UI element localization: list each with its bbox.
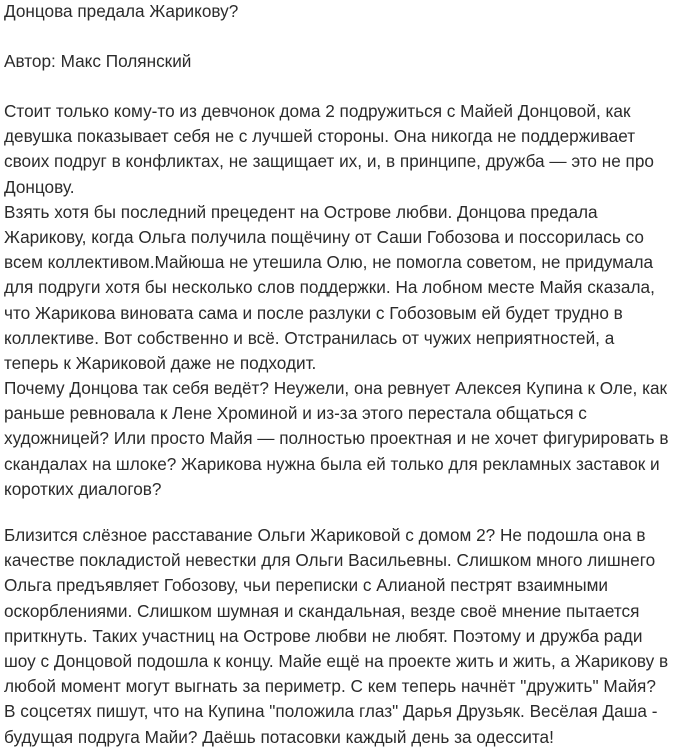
text-line: Почему Донцова так себя ведёт? Неужели, она ревнует Алексея Купина к Оле, как: [4, 378, 668, 399]
text-line: коротких диалогов?: [4, 478, 162, 499]
text-line: будущая подруга Майи? Даёшь потасовки каждый день за одессита!: [4, 726, 554, 747]
text-line: для подруги хотя бы несколько слов поддержки. На лобном месте Майя сказала,: [4, 277, 655, 298]
text-line: скандалах на шлоке? Жарикова нужна была ей только для рекламных заставок и: [4, 453, 660, 474]
text-line: Донцову.: [4, 176, 75, 197]
article-author: Автор: Макс Полянский: [4, 51, 192, 71]
text-line: теперь к Жариковой даже не подходит.: [4, 352, 317, 373]
text-line: Взять хотя бы последний прецедент на Острове любви. Донцова предала: [4, 201, 598, 222]
text-line: качестве покладистой невестки для Ольги Васильевны. Слишком много лишнего: [4, 550, 656, 571]
article-title: Донцова предала Жарикову?: [4, 1, 239, 21]
text-line: Жарикову, когда Ольга получила пощёчину от Саши Гобозова и поссорилась со: [4, 226, 644, 247]
text-line: В соцсетях пишут, что на Купина "положила глаз" Дарья Друзьяк. Весёлая Даша -: [4, 701, 658, 722]
text-line: Близится слёзное расставание Ольги Жариковой с домом 2? Не подошла она в: [4, 525, 646, 545]
text-line: Ольга предъявляет Гобозову, чьи переписки с Алианой пестрят взаимными: [4, 575, 609, 596]
text-line: всем коллективом.Майюша не утешила Олю, не помогла советом, не придумала: [4, 252, 654, 273]
article-body-section-1: [4, 99, 669, 502]
text-line: девушка показывает себя не с лучшей стороны. Она никогда не поддерживает: [4, 126, 636, 147]
text-line: что Жарикова виновата сама и после разлуки с Гобозовым ей будет трудно в: [4, 302, 623, 323]
text-line: приткнуть. Таких участниц на Острове любви не любят. Поэтому и дружба ради: [4, 625, 643, 646]
text-line: шоу с Донцовой подошла к концу. Майе ещё на проекте жить и жить, а Жарикову в: [4, 650, 669, 671]
article-body-section-2: [4, 523, 668, 750]
text-line: любой момент могут выгнать за периметр. С кем теперь начнёт "дружить" Майя?: [4, 676, 656, 697]
text-line: раньше ревновала к Лене Хроминой и из-за этого перестала общаться с: [4, 403, 587, 424]
text-line: коллективе. Вот собственно и всё. Отстранилась от чужих неприятностей, а: [4, 327, 615, 348]
text-line: художницей? Или просто Майя — полностью проектная и не хочет фигурировать в: [4, 428, 669, 449]
text-line: своих подруг в конфликтах, не защищает их, и, в принципе, дружба — это не про: [4, 151, 654, 172]
text-line: оскорблениями. Слишком шумная и скандальная, везде своё мнение пытается: [4, 600, 640, 621]
text-line: Стоит только кому-то из девчонок дома 2 подружиться с Майей Донцовой, как: [4, 101, 631, 121]
